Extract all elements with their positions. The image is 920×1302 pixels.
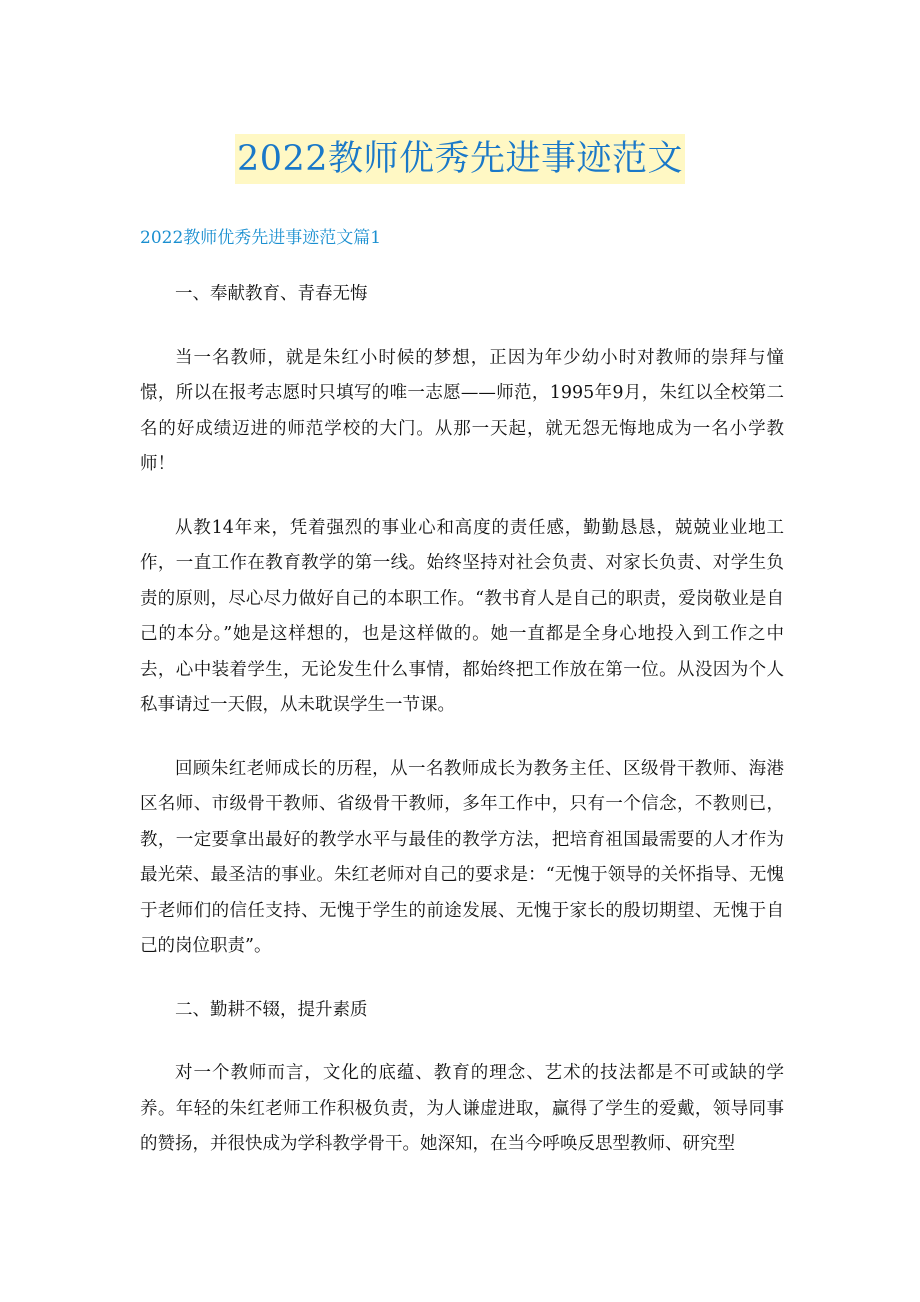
paragraph-4: 对一个教师而言，文化的底蕴、教育的理念、艺术的技法都是不可或缺的学养。年轻的朱红老师工作积极负责，为人谦虚进取，赢得了学生的爱戴，领导同事的赞扬，并很快成为学科教学骨干。她深知，在当今呼唤反思型教师、研究型 xyxy=(140,1063,784,1154)
section-title: 2022教师优秀先进事迹范文篇1 xyxy=(140,228,382,248)
document-title: 2022教师优秀先进事迹范文 xyxy=(235,134,685,184)
subheading-2: 二、勤耕不辍，提升素质 xyxy=(175,999,368,1020)
subheading-1: 一、奉献教育、青春无悔 xyxy=(175,284,368,304)
document-body xyxy=(140,277,784,1191)
paragraph-3: 回顾朱红老师成长的历程，从一名教师成长为教务主任、区级骨干教师、海港区名师、市级骨干教师、省级骨干教师，多年工作中，只有一个信念，不教则已，教，一定要拿出最好的教学水平与最佳的教学方法，把培育祖国最需要的人才作为最光荣、最圣洁的事业。朱红老师对自己的要求是：“无愧于领导的关怀指导、无愧于老师们的信任支持、无愧于学生的前途发展、无愧于家长的殷切期望、无愧于自己的岗位职责”。 xyxy=(140,758,784,956)
paragraph-1: 当一名教师，就是朱红小时候的梦想，正因为年少幼小时对教师的崇拜与憧憬，所以在报考志愿时只填写的唯一志愿——师范，1995年9月，朱红以全校第二名的好成绩迈进的师范学校的大门。从那一天起，就无怨无悔地成为一名小学教师！ xyxy=(140,347,784,474)
title-wrapper xyxy=(0,134,920,184)
paragraph-2: 从教14年来，凭着强烈的事业心和高度的责任感，勤勤恳恳，兢兢业业地工作，一直工作在教育教学的第一线。始终坚持对社会负责、对家长负责、对学生负责的原则，尽心尽力做好自己的本职工作。“教书育人是自己的职责，爱岗敬业是自己的本分。”她是这样想的，也是这样做的。她一直都是全身心地投入到工作之中去，心中装着学生，无论发生什么事情，都始终把工作放在第一位。从没因为个人私事请过一天假，从未耽误学生一节课。 xyxy=(140,517,784,715)
